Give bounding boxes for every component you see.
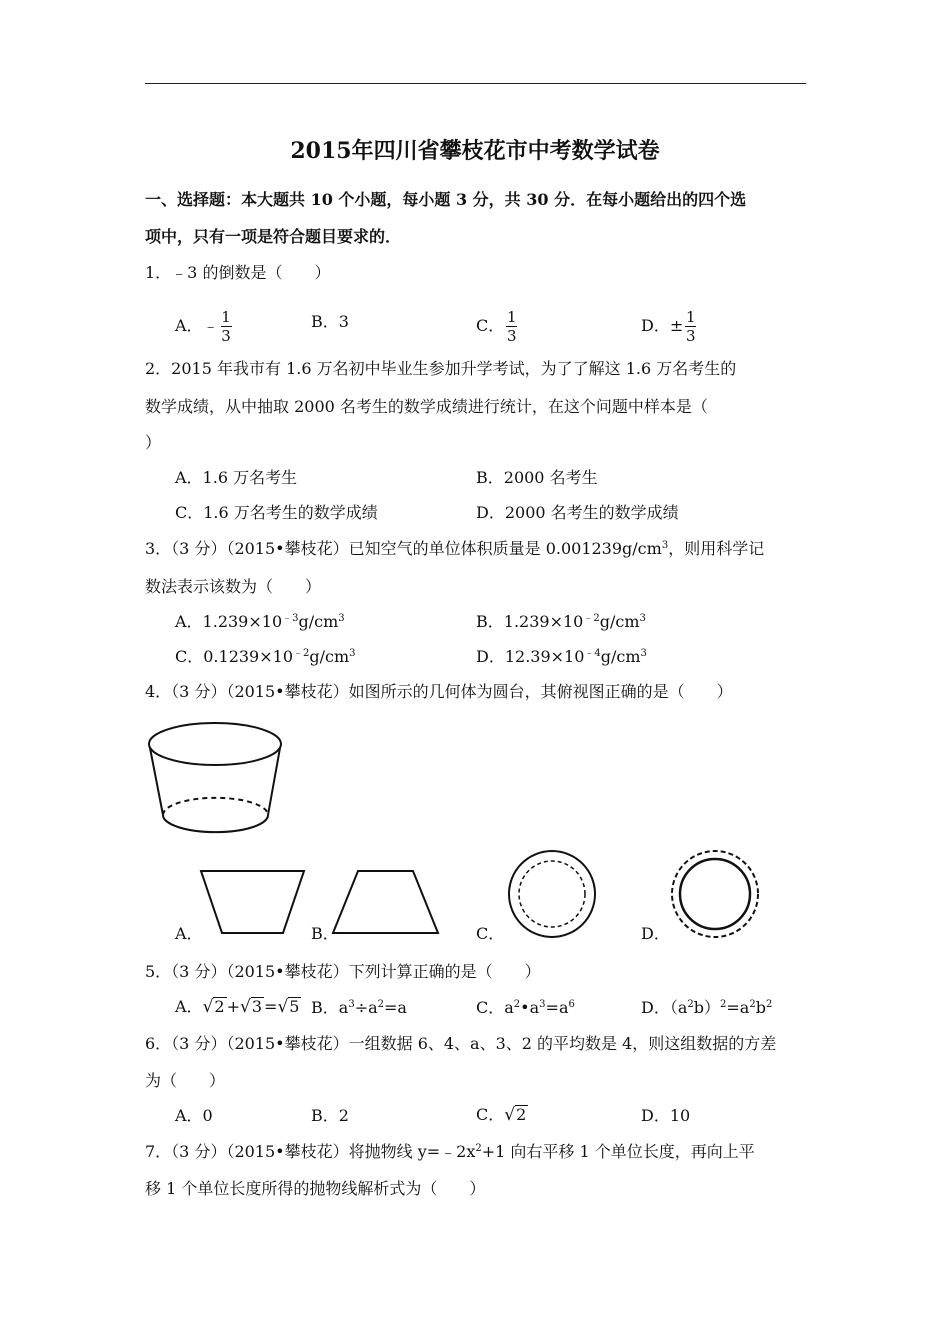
section-heading-line2: 项中，只有一项是符合题目要求的． (145, 227, 402, 246)
q4-option-b: B． (311, 924, 339, 943)
header-rule (145, 83, 806, 84)
q6-line1: 6．（3 分）（2015•攀枝花）一组数据 6、4、a、3、2 的平均数是 4，则这组数据的方差 (145, 1034, 777, 1053)
q4-stem: 4．（3 分）（2015•攀枝花）如图所示的几何体为圆台，其俯视图正确的是（ ） (145, 682, 733, 701)
q2-line1: 2．2015 年我市有 1.6 万名初中毕业生参加升学考试，为了了解这 1.6 万名考生的 (145, 359, 737, 378)
q4-figure-d-circles-dashed-outer (669, 848, 761, 940)
page-title: 2015年四川省攀枝花市中考数学试卷 (290, 138, 660, 164)
q1-stem: 1．﹣3 的倒数是（ ） (145, 263, 331, 282)
q2-option-a: A．1.6 万名考生 (175, 468, 298, 487)
q4-figure-b-trapezoid (330, 868, 442, 936)
q7-line2: 移 1 个单位长度所得的抛物线解析式为（ ） (145, 1179, 486, 1198)
q1-option-c: C． $\frac{1}{3}$ (476, 308, 517, 345)
q3-option-d: D．$12.39\times 10^{﹣4}g/cm^3$ (476, 647, 647, 666)
q6-option-b: B．2 (311, 1106, 349, 1125)
q1-option-d: D．± $\frac{1}{3}$ (641, 308, 696, 345)
q6-option-a: A．0 (175, 1106, 213, 1125)
q4-figure-a-inverted-trapezoid (198, 868, 308, 936)
q2-line3: ） (145, 433, 162, 452)
q5-option-a: A．√2 +√3 =√5 (175, 997, 300, 1017)
q7-line1: 7．（3 分）（2015•攀枝花）将抛物线 $y=﹣2x^2+1$ 向右平移 1 个单位长度，再向上平 (145, 1142, 755, 1161)
q3-option-a: A．$1.239\times 10^{﹣3}g/cm^3$ (175, 612, 345, 631)
q3-option-b: B．$1.239\times 10^{﹣2}g/cm^3$ (476, 612, 646, 631)
q4-option-d: D． (641, 924, 670, 943)
q2-option-d: D．2000 名考生的数学成绩 (476, 503, 679, 522)
q6-option-d: D．10 (641, 1106, 691, 1125)
q4-option-c: C． (476, 924, 505, 943)
q5-option-d: D．$(a^2b)^2=a^2b^2$ (641, 998, 773, 1017)
q3-line2: 数法表示该数为（ ） (145, 577, 322, 596)
q6-line2: 为（ ） (145, 1071, 226, 1090)
q1-option-b: B．3 (311, 312, 349, 331)
q6-option-c: C．√2 (476, 1105, 527, 1125)
fraction: $\frac{1}{3}$ (506, 308, 517, 345)
q2-option-b: B．2000 名考生 (476, 468, 598, 487)
q4-figure-c-circles-dashed-inner (506, 848, 598, 940)
q1-option-a: A．﹣ $\frac{1}{3}$ (175, 308, 231, 345)
fraction: $\frac{1}{3}$ (221, 308, 231, 345)
fraction: $\frac{1}{3}$ (685, 308, 696, 345)
q3-line1: 3．（3 分）（2015•攀枝花）已知空气的单位体积质量是 $0.001239g/cm^3$，则用科学记 (145, 539, 765, 558)
q2-line2: 数学成绩，从中抽取 2000 名考生的数学成绩进行统计，在这个问题中样本是（ (145, 397, 708, 416)
section-heading-line1: 一、选择题：本大题共 10 个小题，每小题 3 分，共 30 分．在每小题给出的四个选 (145, 190, 747, 209)
q5-option-b: B．$a^3\div a^2=a$ (311, 998, 407, 1017)
q5-option-c: C．$a^2•a^3=a^6$ (476, 998, 575, 1017)
q2-option-c: C．1.6 万名考生的数学成绩 (175, 503, 378, 522)
q3-option-c: C．$0.1239\times 10^{﹣2}g/cm^3$ (175, 647, 356, 666)
q4-option-a: A． (175, 924, 203, 943)
frustum-figure (140, 712, 290, 842)
q5-stem: 5．（3 分）（2015•攀枝花）下列计算正确的是（ ） (145, 962, 541, 981)
